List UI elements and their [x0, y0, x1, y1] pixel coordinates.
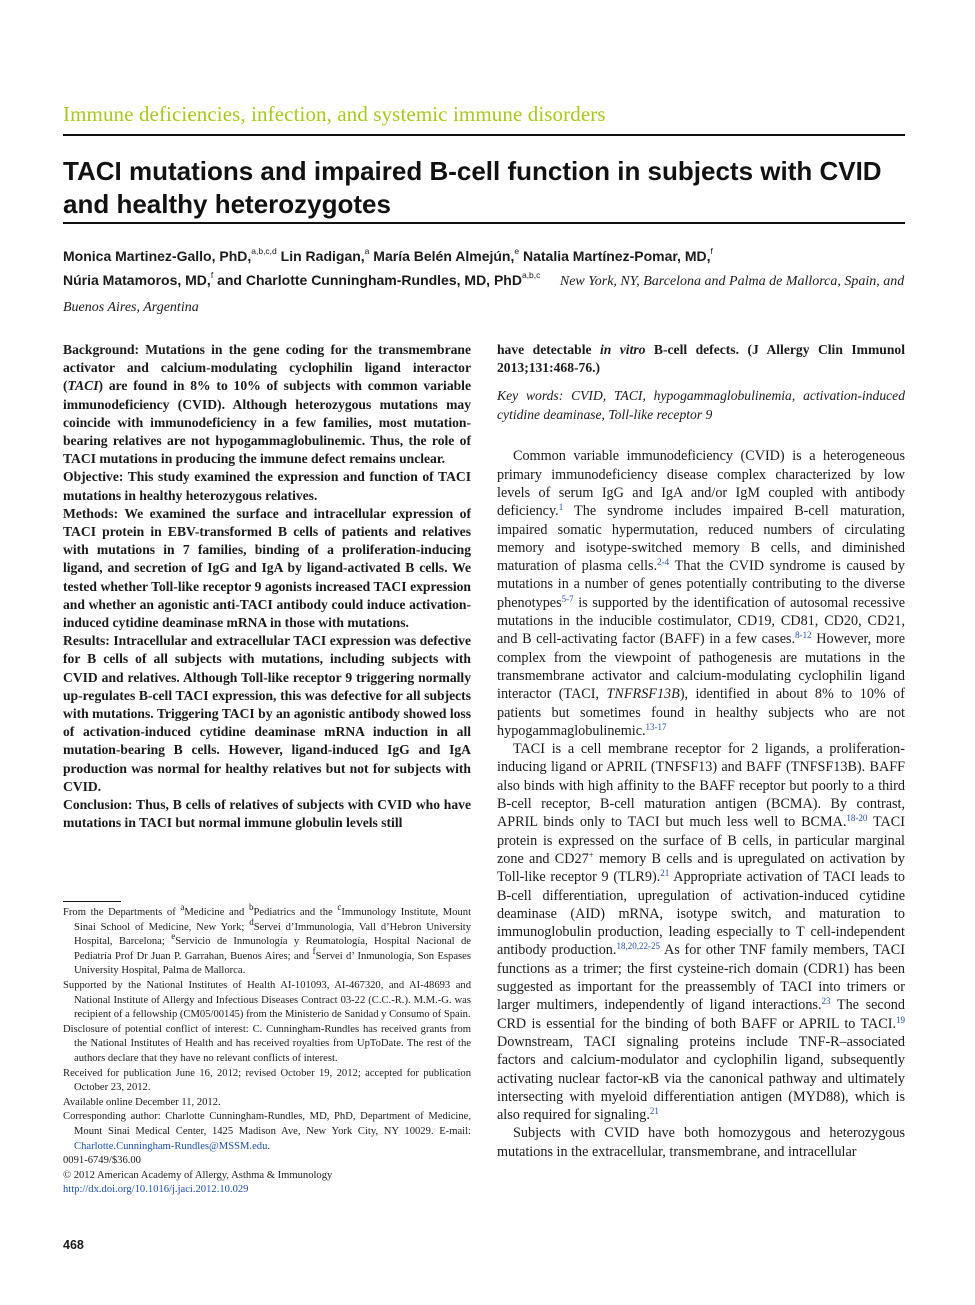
affiliation-marker: a — [364, 246, 370, 256]
reference-link[interactable]: 19 — [896, 1014, 905, 1025]
footnote-affiliations: From the Departments of $^a$Medicine and $^b$Pediatrics and the $^c$Immunology Institute, Mount Sinai School of Medicine, New York; $^d$Servei d’Immunologia, Vall d’Hebron University Hospital, Barcelona; $^e$Servicio de Inmunología y Reumatología, Hospital Nacional de Pediatría Prof Dr Juan P. Garrahan, Buenos Aires; and $^f$Servei d’ Inmunología, Son Espases University Hospital, Palma de Mallorca. — [63, 902, 472, 977]
section-heading: Immune deficiencies, infection, and systemic immune disorders — [63, 102, 606, 126]
keywords-label: Key words: — [497, 388, 564, 404]
author-locations: New York, NY, Barcelona and Palma de Mallorca, Spain, and Buenos Aires, Argentina — [63, 274, 905, 315]
footnote-copyright: © 2012 American Academy of Allergy, Asthma & Immunology — [63, 1169, 333, 1181]
footnote-issn: 0091-6749/$36.00 — [63, 1155, 141, 1167]
body-text — [497, 447, 905, 1161]
body-paragraph: Common variable immunodeficiency (CVID) is a heterogeneous primary immunodeficiency disease complex characterized by low levels of serum IgG and IgA and/or IgM coupled with antibody deficiency.$^1$ The syndrome includes impaired B-cell maturation, impaired somatic hypermutation, reduced numbers of circulating memory and isotype-switched memory B cells, and diminished maturation of plasma cells.$^{2-4}$ That the CVID syndrome is caused by mutations in a number of genes potentially contributing to the diverse phenotypes$^{5-7}$ is supported by the identification of autosomal recessive mutations in the inducible costimulator, CD19, CD81, CD20, CD21, and B cell-activating factor (BAFF) in a few cases.$^{8-12}$ However, more complex from the viewpoint of pathogenesis are mutations in the transmembrane activator and calcium-modulating cyclophilin ligand interactor (TACI, TNFRSF13B), identified in about 8% to 10% of patients but sometimes found in healthy subjects who are not hypogammaglobulinemic.$^{13-17}$ — [497, 448, 906, 739]
reference-link[interactable]: 21 — [660, 868, 670, 879]
footnote-received: Received for publication June 16, 2012; revised October 19, 2012; accepted for publication October 23, 2012. — [63, 1067, 471, 1094]
reference-link[interactable]: 8-12 — [795, 630, 812, 641]
abstract-conclusion: Conclusion: Thus, B cells of relatives of subjects with CVID who have mutations in TACI but normal immune globulin levels still — [63, 797, 471, 831]
author-name: Núria Matamoros, MD, — [63, 272, 211, 288]
affiliation-marker: f — [210, 270, 214, 280]
abstract — [63, 341, 471, 832]
reference-link[interactable]: 18,20,22-25 — [616, 941, 660, 952]
affiliation-marker: a,b,c — [521, 270, 541, 280]
reference-link[interactable]: 23 — [821, 996, 831, 1007]
reference-link[interactable]: 1 — [558, 502, 564, 513]
author-name: Natalia Martínez-Pomar, MD, — [519, 248, 711, 264]
body-paragraph: TACI is a cell membrane receptor for 2 ligands, a proliferation-inducing ligand or APRIL (TNFSF13) and BAFF (TNFSF13B). BAFF also binds with high affinity to the BAFF receptor but poorly to a third B-cell receptor, B-cell maturation antigen (BCMA). By contrast, APRIL binds only to TACI but much less well to BCMA.$^{18-20}$ TACI protein is expressed on the surface of B cells, in particular marginal zone and CD27+ memory B cells and is upregulated on activation by Toll-like receptor 9 (TLR9).$^{21}$ Appropriate activation of TACI leads to B-cell differentiation, upregulation of activation-induced cytidine deaminase (AID) mRNA, isotype switch, and maturation to immunoglobulin production, leading especially to T cell-independent antibody production.$^{18,20,22-25}$ As for other TNF family members, TACI functions as a trimer; the first cysteine-rich domain (CDR1) has been suggested as important for the preassembly of TACI into trimers or larger multimers, independently of ligand interactions.$^{23}$ The second CRD is essential for the binding of both BAFF or APRIL to TACI.$^{19}$ Downstream, TACI signaling proteins include TNF-R–associated factors and calcium-modulator and cyclophilin ligand, subsequently activating nuclear factor-κB via the canonical pathway and ultimately intersecting with myeloid differentiation antigen (MYD88), which is also required for signaling.$^{21}$ — [497, 741, 905, 1124]
body-paragraph: Subjects with CVID have both homozygous and heterozygous mutations in the extracellular, transmembrane, and intracellular — [497, 1125, 905, 1160]
author-name: Monica Martinez-Gallo, PhD, — [63, 248, 252, 264]
author-name: and Charlotte Cunningham-Rundles, MD, PhD — [213, 272, 522, 288]
keywords-text: CVID, TACI, hypogammaglobulinemia, activation-induced cytidine deaminase, Toll-like receptor 9 — [497, 388, 905, 423]
title-rule — [63, 222, 905, 224]
abstract-background: Background: Mutations in the gene coding for the transmembrane activator and calcium-modulating cyclophilin ligand interactor (TACI) are found in 8% to 10% of subjects with common variable immunodeficiency (CVID). Although heterozygous mutations may coincide with immunodeficiency in a few families, most mutation-bearing relatives are not hypogammaglobulinemic. Thus, the role of TACI mutations in producing the immune defect remains unclear. — [63, 342, 471, 467]
footnotes — [63, 902, 472, 1198]
affiliation-marker: a,b,c,d — [251, 246, 277, 256]
reference-link[interactable]: 2-4 — [657, 557, 670, 568]
footnote-rule — [63, 901, 121, 902]
top-rule — [63, 134, 905, 136]
abstract-methods: Methods: We examined the surface and intracellular expression of TACI protein in EBV-transformed B cells of patients and relatives with mutations in 7 families, binding of a proliferation-inducing ligand, and secretion of IgG and IgA by ligand-activated B cells. We tested whether Toll-like receptor 9 agonists increased TACI expression and whether an agonistic anti-TACI antibody could induce activation-induced cytidine deaminase mRNA in those with mutations. — [63, 505, 471, 631]
reference-link[interactable]: 21 — [649, 1106, 659, 1117]
abstract-objective: Objective: This study examined the expression and function of TACI mutations in healthy heterozygous relatives. — [63, 469, 471, 503]
author-name: María Belén Almejún, — [369, 248, 515, 264]
reference-link[interactable]: 18-20 — [846, 813, 868, 824]
keywords — [497, 386, 905, 424]
footnote-disclosure: Disclosure of potential conflict of interest: C. Cunningham-Rundles has received grants from the National Institutes of Health and has received royalties from UpToDate. The rest of the authors declare that they have no relevant conflicts of interest. — [63, 1023, 471, 1064]
author-name: Lin Radigan, — [276, 248, 365, 264]
reference-link[interactable]: 13-17 — [645, 721, 667, 732]
right-column — [497, 341, 905, 1161]
page-number: 468 — [63, 1238, 84, 1252]
reference-link[interactable]: 5-7 — [561, 593, 574, 604]
article-title: TACI mutations and impaired B-cell function in subjects with CVID and healthy heterozygotes — [63, 156, 882, 219]
abstract-results: Results: Intracellular and extracellular TACI expression was defective for B cells of all subjects with mutations, including subjects with CVID and relatives. Although Toll-like receptor 9 triggering normally up-regulates B-cell TACI expression, this was defective for all subjects with mutations. Triggering TACI by an agonistic antibody showed loss of activation-induced cytidine deaminase mRNA induction in all mutation-bearing B cells. However, ligand-induced IgG and IgA production was normal for healthy relatives but not for subjects with CVID. — [63, 633, 471, 794]
footnote-corresponding: Corresponding author: Charlotte Cunningham-Rundles, MD, PhD, Department of Medicine, Mount Sinai Medical Center, 1425 Madison Ave, New York City, NY 10029. E-mail: Charlotte.Cunningham-Rundles@MSSM.edu. — [63, 1111, 471, 1152]
affiliation-marker: e — [514, 246, 520, 256]
footnote-online: Available online December 11, 2012. — [63, 1096, 221, 1108]
abstract-conclusion-continued: have detectable in vitro B-cell defects. (J Allergy Clin Immunol 2013;131:468-76.) — [497, 342, 905, 376]
footnote-doi — [63, 1183, 471, 1198]
footnote-support: Supported by the National Institutes of Health AI-101093, AI-467320, and AI-48693 and National Institute of Allergy and Infectious Diseases Contract 03-22 (C.C.-R.). M.M.-G. was recipient of a fellowship (CM05/00145) from the Ministerio de Sanidad y Consumo of Spain. — [63, 979, 471, 1021]
author-list — [63, 244, 905, 320]
doi-link[interactable]: http://dx.doi.org/10.1016/j.jaci.2012.10.029 — [63, 1184, 249, 1196]
affiliation-marker: f — [710, 246, 713, 256]
email-link[interactable]: Charlotte.Cunningham-Rundles@MSSM.edu — [74, 1140, 268, 1152]
